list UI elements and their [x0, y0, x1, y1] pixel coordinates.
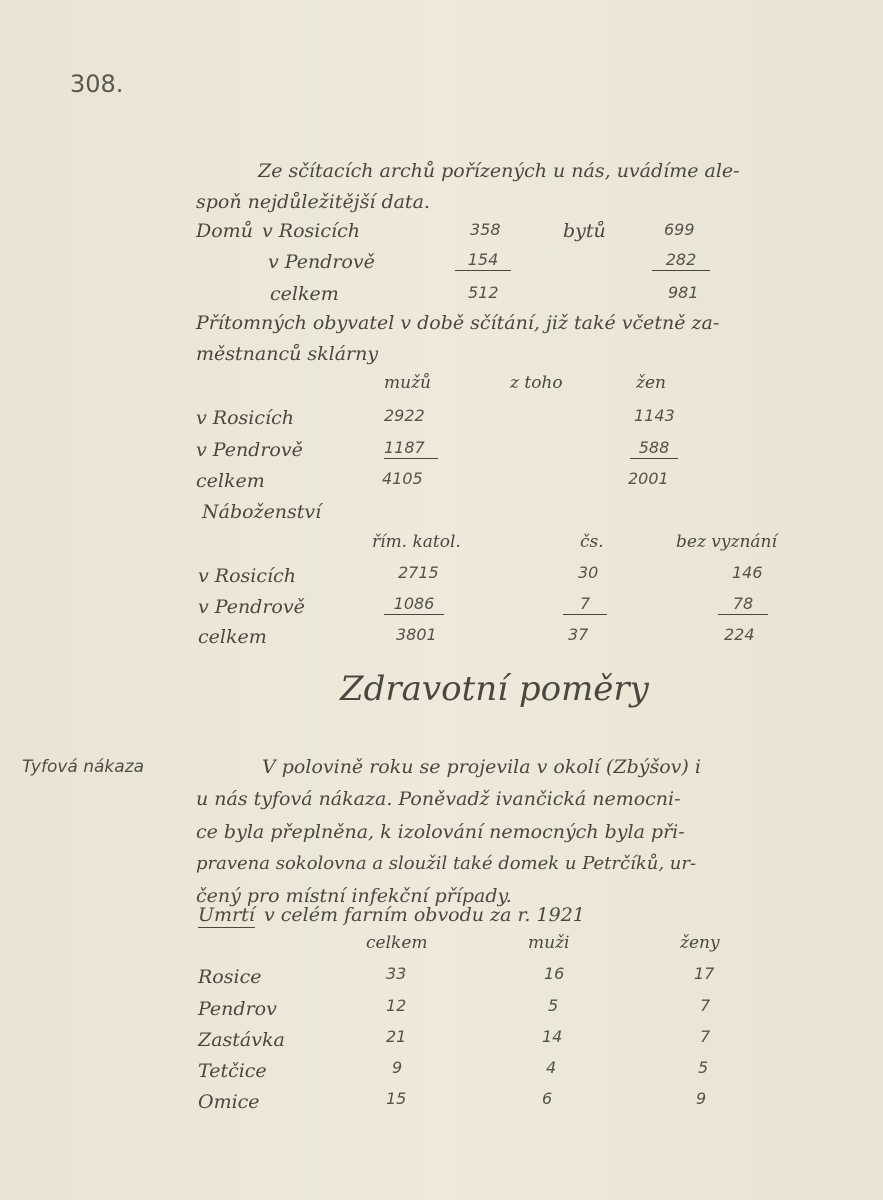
deaths-men-5: 6: [542, 1089, 553, 1108]
religion-catholic-1: 2715: [398, 563, 439, 582]
deaths-header-total: celkem: [366, 933, 428, 953]
health-line-3: ce byla přeplněna, k izolování nemocných byla při-: [196, 821, 685, 843]
residents-men-1: 2922: [384, 406, 425, 425]
deaths-place-1: Rosice: [198, 966, 262, 988]
deaths-men-1: 16: [544, 964, 565, 983]
flats-label: bytů: [563, 220, 606, 242]
religion-place-2: v Pendrově: [198, 596, 305, 618]
religion-title: Náboženství: [202, 501, 322, 523]
deaths-women-1: 17: [694, 964, 715, 983]
residents-women-3: 2001: [628, 469, 669, 488]
religion-none-2: 78: [718, 596, 768, 615]
residents-women-2: 588: [630, 440, 678, 459]
deaths-place-5: Omice: [198, 1091, 260, 1113]
deaths-header-men: muži: [528, 933, 570, 953]
religion-header-none: bez vyznání: [676, 532, 777, 552]
health-line-1: V polovině roku se projevila v okolí (Zbýšov) i: [262, 756, 701, 778]
health-line-5: čený pro místní infekční případy.: [196, 885, 512, 907]
flats-count-1: 699: [664, 220, 695, 239]
houses-count-3: 512: [468, 283, 499, 302]
deaths-women-4: 5: [698, 1058, 709, 1077]
deaths-women-2: 7: [700, 996, 711, 1015]
page-number: 308.: [70, 70, 124, 98]
residents-place-2: v Pendrově: [196, 439, 303, 461]
deaths-total-5: 15: [386, 1089, 407, 1108]
residents-header-of-which: z toho: [510, 373, 563, 393]
deaths-total-2: 12: [386, 996, 407, 1015]
deaths-total-4: 9: [392, 1058, 403, 1077]
religion-cs-2: 7: [563, 596, 607, 615]
residents-line-1: Přítomných obyvatel v době sčítání, již také včetně za-: [196, 312, 720, 334]
houses-place-1: v Rosicích: [262, 220, 360, 242]
religion-none-3: 224: [724, 625, 755, 644]
flats-count-2: 282: [652, 252, 710, 271]
houses-count-2: 154: [455, 252, 511, 271]
residents-women-1: 1143: [634, 406, 675, 425]
deaths-total-3: 21: [386, 1027, 407, 1046]
religion-place-3: celkem: [198, 626, 267, 648]
deaths-header-women: ženy: [680, 933, 720, 953]
religion-header-cs: čs.: [580, 532, 604, 552]
residents-men-3: 4105: [382, 469, 423, 488]
religion-cs-3: 37: [568, 625, 589, 644]
residents-place-1: v Rosicích: [196, 407, 294, 429]
houses-label: Domů: [196, 220, 253, 242]
houses-place-2: v Pendrově: [268, 251, 375, 273]
deaths-women-5: 9: [696, 1089, 707, 1108]
intro-line-1: Ze sčítacích archů pořízených u nás, uvádíme ale-: [258, 160, 740, 182]
residents-header-women: žen: [636, 373, 666, 393]
deaths-title-rest: v celém farním obvodu za r. 1921: [264, 904, 585, 926]
deaths-place-4: Tetčice: [198, 1060, 267, 1082]
health-line-2: u nás tyfová nákaza. Poněvadž ivančická nemocni-: [196, 788, 681, 810]
residents-place-3: celkem: [196, 470, 265, 492]
margin-note-typhoid: Tyfová nákaza: [22, 757, 145, 777]
health-heading: Zdravotní poměry: [340, 669, 649, 709]
health-line-4: pravena sokolovna a sloužil také domek u Petrčíků, ur-: [196, 853, 697, 874]
deaths-title-underlined: Umrtí: [198, 904, 255, 926]
intro-line-2: spoň nejdůležitější data.: [196, 191, 430, 213]
residents-men-2: 1187: [384, 440, 438, 459]
deaths-women-3: 7: [700, 1027, 711, 1046]
deaths-men-4: 4: [546, 1058, 557, 1077]
religion-none-1: 146: [732, 563, 763, 582]
religion-catholic-3: 3801: [396, 625, 437, 644]
deaths-place-2: Pendrov: [198, 998, 277, 1020]
houses-place-3: celkem: [270, 283, 339, 305]
deaths-men-2: 5: [548, 996, 559, 1015]
religion-cs-1: 30: [578, 563, 599, 582]
deaths-men-3: 14: [542, 1027, 563, 1046]
deaths-place-3: Zastávka: [198, 1029, 285, 1051]
deaths-total-1: 33: [386, 964, 407, 983]
houses-count-1: 358: [470, 220, 501, 239]
religion-header-catholic: řím. katol.: [372, 532, 461, 552]
residents-line-2: městnanců sklárny: [196, 343, 379, 365]
residents-header-men: mužů: [384, 373, 431, 393]
religion-catholic-2: 1086: [384, 596, 444, 615]
flats-count-3: 981: [668, 283, 699, 302]
religion-place-1: v Rosicích: [198, 565, 296, 587]
